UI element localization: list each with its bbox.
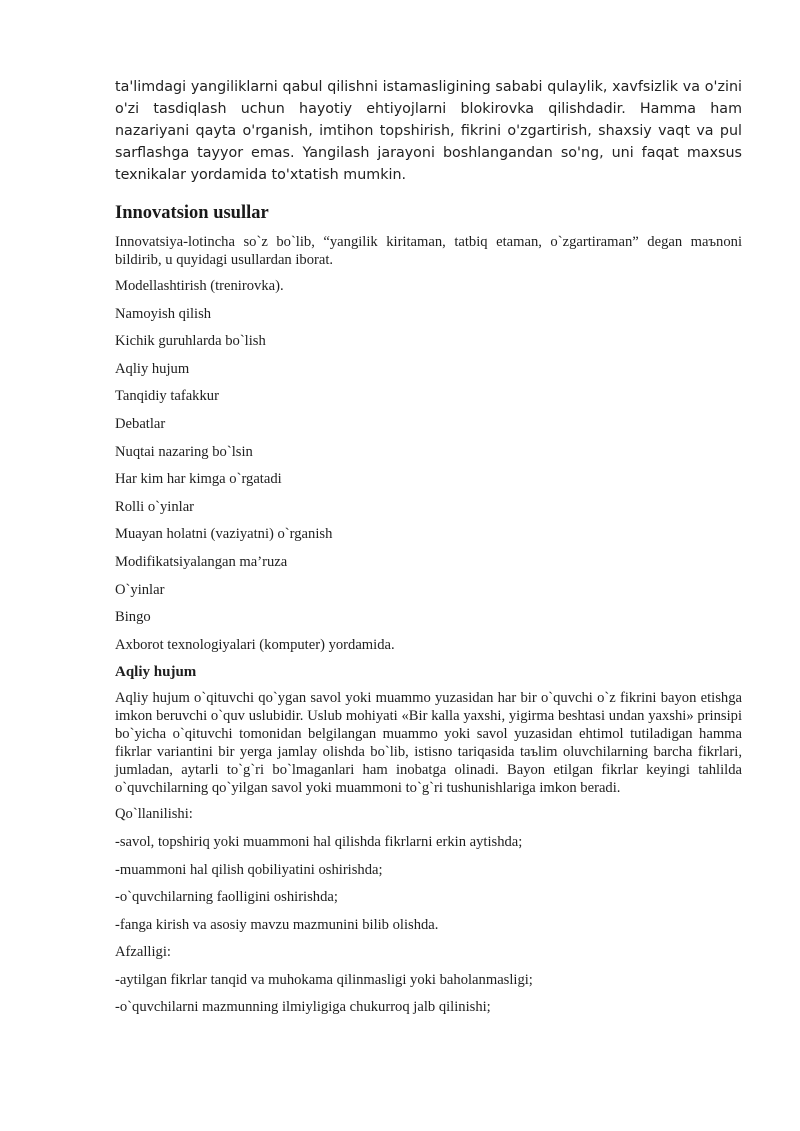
method-item: Muayan holatni (vaziyatni) o`rganish bbox=[115, 526, 333, 543]
method-item: Axborot texnologiyalari (komputer) yordamida. bbox=[115, 636, 395, 653]
section-heading: Innovatsion usullar bbox=[115, 203, 269, 223]
method-item: Debatlar bbox=[115, 415, 166, 432]
subsection-heading: Aqliy hujum bbox=[115, 664, 197, 681]
usage-item: -savol, topshiriq yoki muammoni hal qilishda fikrlarni erkin aytishda; bbox=[115, 833, 523, 850]
brainstorm-description: Aqliy hujum o`qituvchi qo`ygan savol yoki muammo yuzasidan har bir o`quvchi o`z fikrini bayon etishga imkon beruvchi o`quv uslubidir. Uslub mohiyati «Bir kalla yaxshi, yigirma beshtasi undan yaxshi» prinsipi bo`yicha o`qituvchi tomonidan belgilangan muammo yoki savol yuzasidan ehtimol tutiladigan hamma fikrlar variantini bir yerga jamlay olishda bo`lib, istisno tariqasida taъlim oluvchilarning barcha fikrlari, jumladan, aytarli to`g`ri bo`lmaganlari ham inobatga olinadi. Bayon etilgan fikrlar keyingi tahlilda o`quvchilarning qo`yilgan savol yoki muammoni to`g`ri tushunishlariga imkon beradi. bbox=[115, 690, 742, 797]
method-item: Har kim har kimga o`rgatadi bbox=[115, 471, 282, 488]
method-item: Modifikatsiyalangan ma’ruza bbox=[115, 553, 288, 570]
method-item: Namoyish qilish bbox=[115, 305, 212, 322]
usage-label: Qo`llanilishi: bbox=[115, 806, 193, 823]
method-item: Aqliy hujum bbox=[115, 360, 190, 377]
usage-item: -muammoni hal qilish qobiliyatini oshirishda; bbox=[115, 861, 383, 878]
definition-paragraph: Innovatsiya-lotincha so`z bo`lib, “yangilik kiritaman, tatbiq etaman, o`zgartiraman” degan maъnoni bildirib, u quyidagi usullardan iborat. bbox=[115, 234, 742, 268]
advantages-label: Afzalligi: bbox=[115, 944, 171, 961]
method-item: Tanqidiy tafakkur bbox=[115, 388, 219, 405]
method-item: Bingo bbox=[115, 609, 151, 626]
methods-list bbox=[115, 277, 742, 654]
method-item: Rolli o`yinlar bbox=[115, 498, 195, 515]
method-item: O`yinlar bbox=[115, 581, 165, 598]
method-item: Nuqtai nazaring bo`lsin bbox=[115, 443, 253, 460]
advantage-item: -aytilgan fikrlar tanqid va muhokama qilinmasligi yoki baholanmasligi; bbox=[115, 971, 533, 988]
usage-item: -fanga kirish va asosiy mavzu mazmunini bilib olishda. bbox=[115, 916, 439, 933]
usage-item: -o`quvchilarning faolligini oshirishda; bbox=[115, 889, 338, 906]
intro-paragraph: ta'limdagi yangiliklarni qabul qilishni istamasligining sababi qulaylik, xavfsizlik va o'zini o'zi tasdiqlash uchun hayotiy ehtiyojlarni blokirovka qilishdadir. Hamma ham nazariyani qayta o'rganish, imtihon topshirish, fikrini o'zgartirish, shaxsiy vaqt va pul sarflashga tayyor emas. Yangilash jarayoni boshlangandan so'ng, uni faqat maxsus texnikalar yordamida to'xtatish mumkin. bbox=[115, 79, 742, 183]
method-item: Modellashtirish (trenirovka). bbox=[115, 278, 284, 294]
advantage-item: -o`quvchilarni mazmunning ilmiyligiga chukurroq jalb qilinishi; bbox=[115, 999, 491, 1016]
method-item: Kichik guruhlarda bo`lish bbox=[115, 333, 266, 350]
document-page bbox=[115, 76, 742, 1026]
